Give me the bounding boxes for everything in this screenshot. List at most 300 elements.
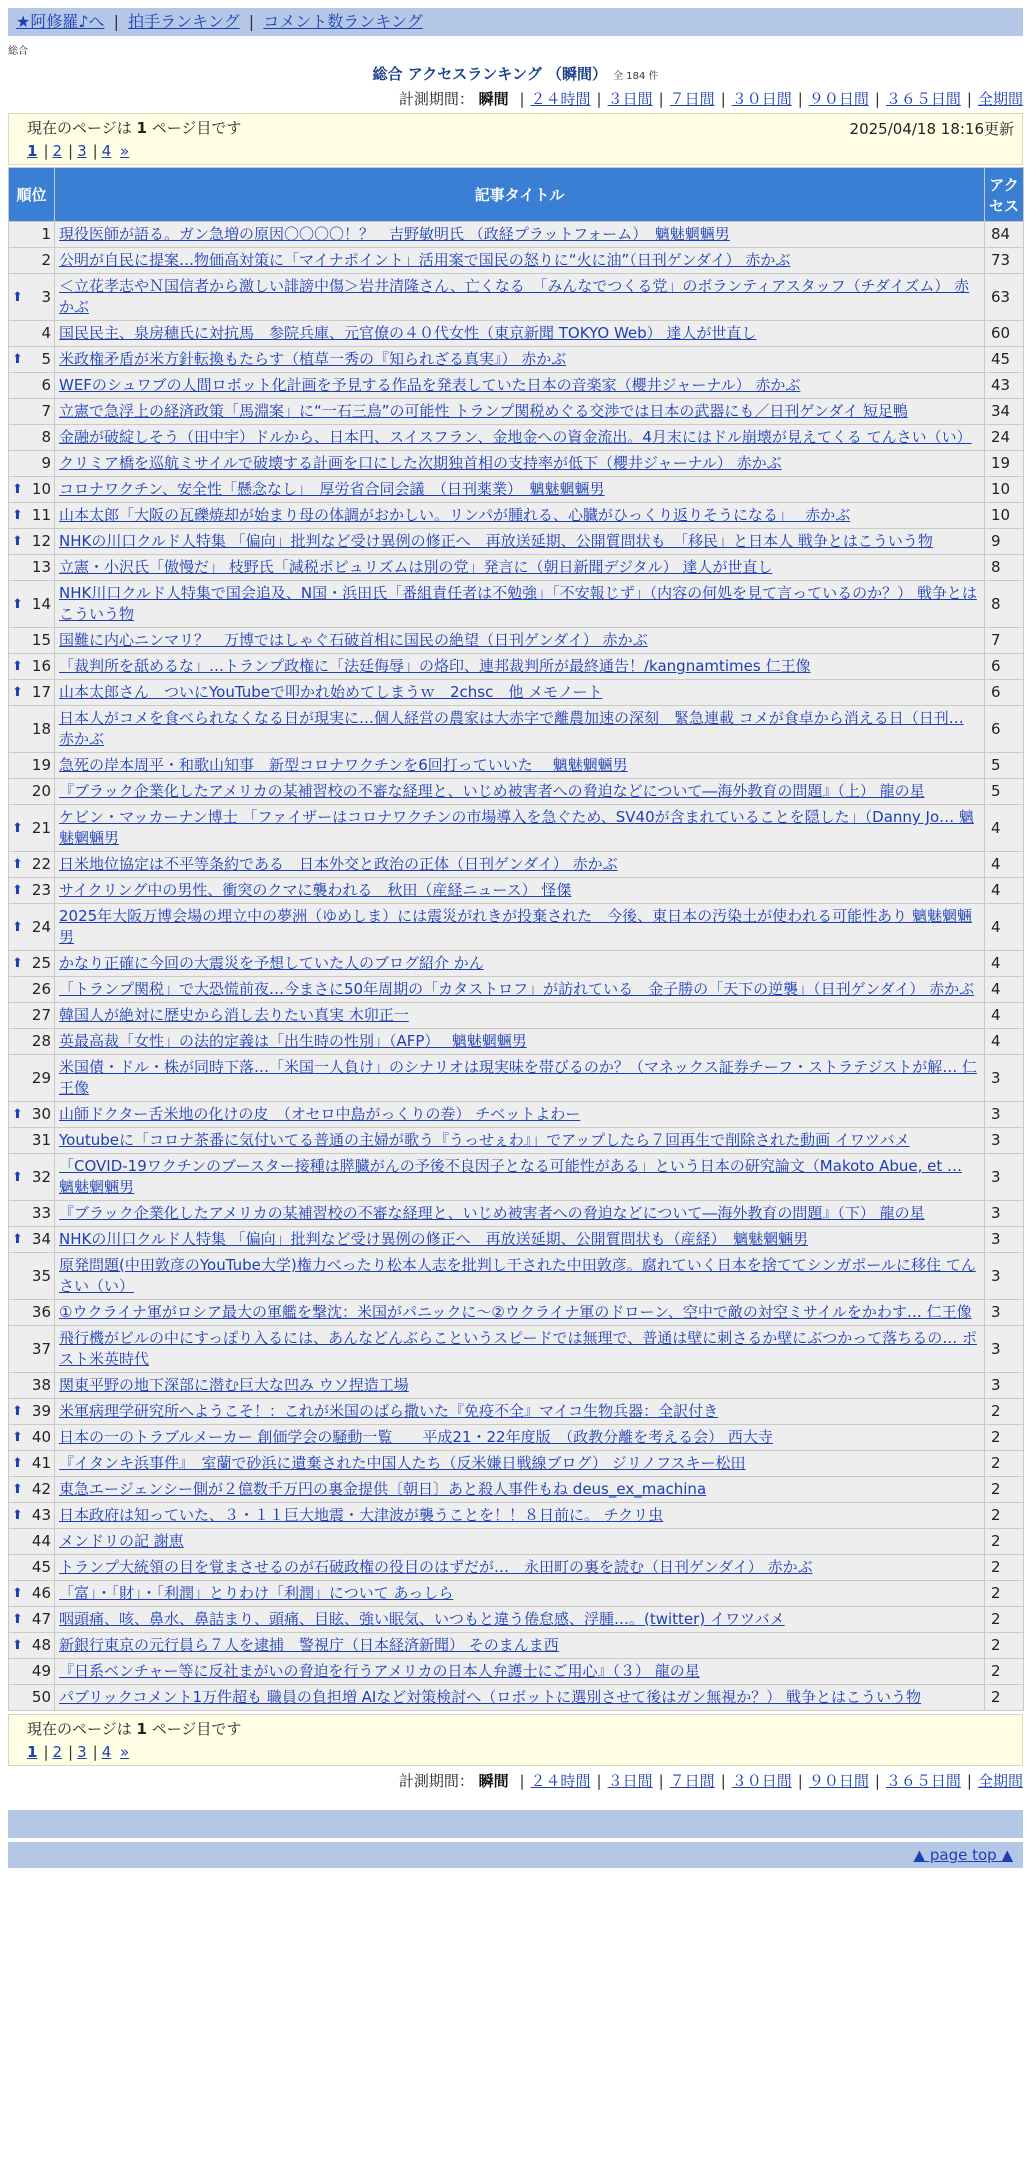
article-link[interactable]: 急死の岸本周平・和歌山知事 新型コロナワクチンを6回打っていいた 魑魅魍魎男 [59,756,628,774]
article-link[interactable]: サイクリング中の男性、衝突のクマに襲われる 秋田（産経ニュース） 怪傑 [59,881,572,899]
table-row [9,654,1024,680]
access-count: 2 [985,1581,1024,1607]
table-row [9,1201,1024,1227]
article-link[interactable]: NHKの川口クルド人特集 「偏向」批判など受け異例の修正へ 再放送延期、公開質問状も 「移民」と日本人 戦争とはこういう物 [59,532,933,550]
access-count: 4 [985,951,1024,977]
rank-number: 40 [31,1428,51,1446]
rank-cell [9,274,55,321]
updated-timestamp: 2025/04/18 18:16更新 [849,120,1014,138]
table-row [9,1659,1024,1685]
title-cell [55,1029,985,1055]
access-count: 7 [985,628,1024,654]
article-link[interactable]: 日本人がコメを食べられなくなる日が現実に…個人経営の農家は大赤字で離農加速の深刻 緊急連載 コメが食卓から消える日（日刊… 赤かぶ [59,709,964,748]
article-link[interactable]: 米軍病理学研究所へようこそ！：これが米国のばら撒いた『免疫不全』マイコ生物兵器：全訳付き [59,1402,719,1420]
access-count: 3 [985,1128,1024,1154]
access-count: 2 [985,1477,1024,1503]
rank-number: 36 [31,1303,51,1321]
access-count: 43 [985,373,1024,399]
access-count: 24 [985,425,1024,451]
rank-cell [9,1685,55,1711]
period-links [513,90,1023,108]
period-selector-top [8,88,1023,110]
title-cell [55,373,985,399]
rank-number: 10 [31,480,51,498]
rank-cell [9,222,55,248]
access-count: 5 [985,779,1024,805]
article-link[interactable]: クリミア橋を巡航ミサイルで破壊する計画を口にした次期独首相の支持率が低下（櫻井ジャーナル） 赤かぶ [59,454,782,472]
rank-cell [9,1201,55,1227]
title-cell [55,347,985,373]
rank-number: 37 [31,1339,51,1358]
title-cell [55,753,985,779]
rank-number: 39 [31,1402,51,1420]
title-cell [55,1227,985,1253]
article-link[interactable]: Youtubeに「コロナ茶番に気付いてる普通の主婦が歌う『うっせぇわ』」でアップしたら７回再生で削除された動画 イワツバメ [59,1131,910,1149]
title-cell [55,1253,985,1300]
rank-cell [9,1373,55,1399]
table-row [9,951,1024,977]
period-link[interactable]: ３０日間 [731,1772,792,1790]
top-nav [8,8,1023,36]
rank-number: 18 [31,719,51,738]
table-row [9,1685,1024,1711]
table-row [9,852,1024,878]
access-count: 45 [985,347,1024,373]
period-separator: | [596,90,602,108]
table-row [9,1555,1024,1581]
page-status-number: 1 [136,119,147,137]
title-cell [55,951,985,977]
rank-cell [9,555,55,581]
rank-up-arrow-icon: ⬆ [12,289,23,305]
period-separator: | [658,90,664,108]
pager-link[interactable]: 3 [77,142,87,160]
period-separator: | [720,1772,726,1790]
access-count: 3 [985,1154,1024,1201]
rank-cell [9,321,55,347]
title-cell [55,529,985,555]
article-link[interactable]: 国難に内心ニンマリ？ 万博ではしゃぐ石破首相に国民の絶望（日刊ゲンダイ） 赤かぶ [59,631,648,649]
rank-number: 34 [31,1230,51,1248]
access-count: 4 [985,852,1024,878]
period-current: 瞬間 [478,90,509,108]
pager-bottom [27,1741,1008,1763]
article-link[interactable]: 山師ドクター舌米地の化けの皮 （オセロ中島がっくりの巻） チベットよわー [59,1105,581,1123]
period-link[interactable]: 全期間 [977,1772,1023,1790]
period-separator: | [874,1772,880,1790]
rank-cell [9,373,55,399]
rank-up-arrow-icon: ⬆ [12,857,23,872]
period-label: 計測期間： [398,90,474,108]
article-link[interactable]: パブリックコメント1万件超も 職員の負担増 AIなど対策検討へ（ロボットに選別させて後はガン無視か？） 戦争とはこういう物 [59,1688,922,1706]
rank-number: 46 [31,1584,51,1602]
table-row [9,1399,1024,1425]
period-selector-bottom [8,1770,1023,1792]
rank-up-arrow-icon: ⬆ [12,1430,23,1445]
table-row [9,1029,1024,1055]
pager-separator: | [68,1743,74,1761]
access-count: 73 [985,248,1024,274]
access-count: 4 [985,904,1024,951]
article-link[interactable]: WEFのシュワブの人間ロボット化計画を予見する作品を発表していた日本の音楽家（櫻井ジャーナル） 赤かぶ [59,376,801,394]
rank-cell [9,878,55,904]
title-cell [55,1633,985,1659]
table-row [9,399,1024,425]
title-cell [55,779,985,805]
table-row [9,1326,1024,1373]
rank-number: 13 [31,558,51,576]
article-link[interactable]: 英最高裁「女性」の法的定義は「出生時の性別」（AFP） 魑魅魍魎男 [59,1032,527,1050]
article-link[interactable]: 日米地位協定は不平等条約である 日本外交と政治の正体（日刊ゲンダイ） 赤かぶ [59,855,618,873]
article-link[interactable]: 米政権矛盾が米方針転換もたらす（植草一秀の『知られざる真実』） 赤かぶ [59,350,567,368]
title-cell [55,274,985,321]
rank-number: 33 [31,1204,51,1222]
article-link[interactable]: 『イタンキ浜事件』 室蘭で砂浜に遺棄された中国人たち（反米嫌日戦線ブログ） ジリノフスキー松田 [59,1454,746,1472]
rank-number: 21 [31,818,51,837]
table-row [9,1128,1024,1154]
access-count: 2 [985,1555,1024,1581]
article-link[interactable]: ＜立花孝志やＮ国信者から激しい誹謗中傷＞岩井清隆さん、亡くなる 「みんなでつくる党」のボランティアスタッフ（チダイズム） 赤かぶ [59,277,970,316]
title-cell [55,1555,985,1581]
rank-number: 27 [31,1006,51,1024]
rank-number: 45 [31,1558,51,1576]
period-separator: | [720,90,726,108]
access-count: 4 [985,805,1024,852]
article-link[interactable]: 日本の一のトラブルメーカー 創価学会の騒動一覧 平成21・22年度版 （政教分離を考える会） 西大寺 [59,1428,773,1446]
title-cell [55,248,985,274]
rank-cell [9,1300,55,1326]
rank-number: 31 [31,1131,51,1149]
period-separator: | [874,90,880,108]
rank-number: 38 [31,1376,51,1394]
rank-number: 48 [31,1636,51,1654]
rank-number: 4 [41,324,51,342]
category-tag: 総合 [8,46,28,57]
article-link[interactable]: かなり正確に今回の大震災を予想していた人のブログ紹介 かん [59,954,484,972]
rank-up-arrow-icon: ⬆ [12,883,23,898]
rank-number: 9 [41,454,51,472]
pager-separator: | [68,142,74,160]
access-count: 3 [985,1326,1024,1373]
table-row [9,1373,1024,1399]
footer-pagetop-bar [8,1842,1023,1868]
rank-number: 30 [31,1105,51,1123]
article-link[interactable]: コロナワクチン、安全性「懸念なし」 厚労省合同会議 （日刊薬業） 魑魅魍魎男 [59,480,605,498]
table-row [9,1607,1024,1633]
article-link[interactable]: トランプ大統領の目を覚まさせるのが石破政権の役目のはずだが… 永田町の裏を読む（日刊ゲンダイ） 赤かぶ [59,1558,813,1576]
table-row [9,753,1024,779]
article-link[interactable]: 『ブラック企業化したアメリカの某補習校の不審な経理と、いじめ被害者への脅迫などについて―海外教育の問題』（上） 龍の星 [59,782,925,800]
rank-up-arrow-icon: ⬆ [12,685,23,700]
article-link[interactable]: 東急エージェンシー側が２億数千万円の裏金提供〔朝日〕あと殺人事件もね deus_ex_machina [59,1480,707,1498]
title-cell [55,1399,985,1425]
rank-number: 25 [31,954,51,972]
article-link[interactable]: 国民民主、泉房穂氏に対抗馬 参院兵庫、元官僚の４０代女性（東京新聞 TOKYO Web） 達人が世直し [59,324,757,342]
access-count: 2 [985,1659,1024,1685]
header-title: 記事タイトル [55,168,985,222]
period-link[interactable]: ９０日間 [808,1772,869,1790]
title-cell [55,1102,985,1128]
period-link[interactable]: ２４時間 [530,1772,591,1790]
period-link[interactable]: ７日間 [669,90,715,108]
title-cell [55,1003,985,1029]
table-row [9,1227,1024,1253]
rank-cell [9,1128,55,1154]
table-row [9,977,1024,1003]
nav-separator: | [248,12,255,31]
title-cell [55,1529,985,1555]
rank-cell [9,503,55,529]
period-link[interactable]: ７日間 [669,1772,715,1790]
access-count: 60 [985,321,1024,347]
title-cell [55,680,985,706]
rank-up-arrow-icon: ⬆ [12,596,23,612]
rank-up-arrow-icon: ⬆ [12,1404,23,1419]
article-link[interactable]: 山本太郎さん ついにYouTubeで叩かれ始めてしまうｗ 2chsc 他 メモノート [59,683,603,701]
article-link[interactable]: NHKの川口クルド人特集 「偏向」批判など受け異例の修正へ 再放送延期、公開質問状も（産経） 魑魅魍魎男 [59,1230,809,1248]
rank-cell [9,654,55,680]
table-row [9,274,1024,321]
rank-number: 29 [31,1068,51,1087]
table-row [9,451,1024,477]
rank-number: 35 [31,1266,51,1285]
period-link[interactable]: 全期間 [977,90,1023,108]
period-links [513,1772,1023,1790]
rank-cell [9,1399,55,1425]
rank-cell [9,1477,55,1503]
article-link[interactable]: 2025年大阪万博会場の埋立中の夢洲（ゆめしま）には震災がれきが投棄された 今後、東日本の汚染土が使われる可能性あり 魑魅魍魎男 [59,907,972,946]
article-link[interactable]: 日本政府は知っていた、３・１１巨大地震・大津波が襲うことを！！８日前に。 チクリ虫 [59,1506,664,1524]
rank-cell [9,1102,55,1128]
access-count: 3 [985,1300,1024,1326]
table-row [9,680,1024,706]
rank-number: 8 [41,428,51,446]
table-row [9,373,1024,399]
rank-up-arrow-icon: ⬆ [12,659,23,674]
article-link[interactable]: ケビン・マッカーナン博士 「ファイザーはコロナワクチンの市場導入を急ぐため、SV40が含まれていることを隠した」（Danny Jo… 魑魅魍魎男 [59,808,974,847]
title-cell [55,852,985,878]
article-link[interactable]: 『ブラック企業化したアメリカの某補習校の不審な経理と、いじめ被害者への脅迫などについて―海外教育の問題』（下） 龍の星 [59,1204,925,1222]
rank-cell [9,852,55,878]
table-row [9,425,1024,451]
rank-up-arrow-icon: ⬆ [12,482,23,497]
article-link[interactable]: 山本太郎「大阪の瓦礫焼却が始まり母の体調がおかしい。リンパが腫れる、心臓がひっくり返りそうになる」 赤かぶ [59,506,851,524]
pager-separator: | [43,142,49,160]
period-link[interactable]: ９０日間 [808,90,869,108]
access-count: 6 [985,680,1024,706]
ranking-body [9,222,1024,1711]
table-row [9,1425,1024,1451]
title-cell [55,477,985,503]
clap-ranking-link[interactable]: 拍手ランキング [128,12,240,31]
rank-number: 28 [31,1032,51,1050]
pager-link[interactable]: 4 [101,142,112,160]
pager-separator: | [43,1743,49,1761]
article-link[interactable]: 韓国人が絶対に歴史から消し去りたい真実 木卯正一 [59,1006,409,1024]
rank-number: 6 [41,376,51,394]
title-cell [55,654,985,680]
rank-up-arrow-icon: ⬆ [12,820,23,836]
table-row [9,1055,1024,1102]
access-count: 3 [985,1102,1024,1128]
article-link[interactable]: 公明が自民に提案…物価高対策に「マイナポイント」活用案で国民の怒りに“火に油”（日刊ゲンダイ） 赤かぶ [59,251,791,269]
pager-current[interactable]: 1 [27,142,38,160]
table-row [9,904,1024,951]
page-status-number: 1 [136,1720,147,1738]
table-row [9,347,1024,373]
page-status-prefix: 現在のページは [27,119,132,137]
rank-up-arrow-icon: ⬆ [12,1456,23,1471]
access-count: 3 [985,1201,1024,1227]
access-count: 2 [985,1633,1024,1659]
rank-number: 2 [41,251,51,269]
article-link[interactable]: 立憲で急浮上の経済政策「馬淵案」に“一石三鳥”の可能性 トランプ関税めぐる交渉では日本の武器にも／日刊ゲンダイ 短足鴨 [59,402,908,420]
rank-up-arrow-icon: ⬆ [12,1107,23,1122]
article-link[interactable]: 新銀行東京の元行員ら７人を逮捕 警視庁（日本経済新聞） そのまんま西 [59,1636,559,1654]
page-top-link[interactable]: ▲ page top ▲ [913,1846,1013,1864]
article-link[interactable]: NHK川口クルド人特集で国会追及、N国・浜田氏「番組責任者は不勉強」「不安報じず」（内容の何処を見て言っているのか？） 戦争とはこういう物 [59,584,977,623]
access-count: 2 [985,1503,1024,1529]
access-count: 63 [985,274,1024,321]
pager-link[interactable]: 3 [77,1743,87,1761]
period-label: 計測期間： [398,1772,474,1790]
article-link[interactable]: 原発問題(中田敦彦のYouTube大学)権力べったり松本人志を批判し干された中田敦彦。腐れていく日本を捨ててシンガポールに移住 てんさい（い） [59,1256,976,1295]
access-count: 6 [985,654,1024,680]
title-cell [55,1326,985,1373]
pager-current[interactable]: 1 [27,1743,38,1761]
rank-number: 11 [31,506,51,524]
period-link[interactable]: ３０日間 [731,90,792,108]
table-row [9,628,1024,654]
rank-number: 44 [31,1532,51,1550]
access-count: 2 [985,1399,1024,1425]
article-link[interactable]: ①ウクライナ軍がロシア最大の軍艦を撃沈：米国がパニックに～②ウクライナ軍のドローン、空中で敵の対空ミサイルをかわす… 仁王像 [59,1303,972,1321]
rank-cell [9,581,55,628]
rank-number: 23 [31,881,51,899]
rank-cell [9,1154,55,1201]
table-row [9,222,1024,248]
rank-cell [9,1581,55,1607]
title-cell [55,977,985,1003]
article-link[interactable]: 現役医師が語る。ガン急増の原因〇〇〇〇！？ 吉野敏明氏 （政経プラットフォーム） 魑魅魍魎男 [59,225,730,243]
page-info-top [8,113,1023,165]
table-row [9,555,1024,581]
article-link[interactable]: 「COVID-19ワクチンのブースター接種は膵臓がんの予後不良因子となる可能性がある」という日本の研究論文（Makoto Abue, et … 魑魅魍魎男 [59,1157,963,1196]
rank-number: 32 [31,1167,51,1186]
table-row [9,1154,1024,1201]
period-link[interactable]: ３日間 [607,90,653,108]
table-row [9,878,1024,904]
title-cell [55,1201,985,1227]
access-count: 2 [985,1685,1024,1711]
table-row [9,1477,1024,1503]
article-link[interactable]: 金融が破綻しそう（田中宇）ドルから、日本円、スイスフラン、金地金への資金流出。4月末にはドル崩壊が見えてくる てんさい（い） [59,428,972,446]
page-status [27,1717,1008,1741]
access-count: 2 [985,1529,1024,1555]
table-row [9,1529,1024,1555]
title-cell [55,1373,985,1399]
title-cell [55,222,985,248]
title-cell [55,878,985,904]
table-row [9,1003,1024,1029]
pager-next[interactable]: » [120,1743,130,1761]
rank-number: 1 [41,225,51,243]
article-link[interactable]: 『日系ベンチャー等に反社まがいの脅迫を行うアメリカの日本人弁護士にご用心』（３） 龍の星 [59,1662,700,1680]
period-current: 瞬間 [478,1772,509,1790]
rank-up-arrow-icon: ⬆ [12,956,23,971]
title-cell [55,1055,985,1102]
article-link[interactable]: 米国債・ドル・株が同時下落…「米国一人負け」のシナリオは現実味を帯びるのか？（マネックス証券チーフ・ストラテジストが解… 仁王像 [59,1058,977,1097]
period-link[interactable]: ３６５日間 [885,90,961,108]
rank-number: 5 [41,350,51,368]
access-count: 5 [985,753,1024,779]
page-status-suffix: ページ目です [151,1720,242,1738]
article-link[interactable]: 「トランプ関税」で大恐慌前夜…今まさに50年周期の「カタストロフ」が訪れている 金子勝の「天下の逆襲」（日刊ゲンダイ） 赤かぶ [59,980,975,998]
period-link[interactable]: ２４時間 [530,90,591,108]
period-separator: | [519,1772,525,1790]
article-link[interactable]: 立憲・小沢氏「傲慢だ」 枝野氏「減税ポピュリズムは別の党」発言に（朝日新聞デジタル） 達人が世直し [59,558,773,576]
access-count: 8 [985,555,1024,581]
article-link[interactable]: 関東平野の地下深部に潜む巨大な凹み ウソ捏造工場 [59,1376,409,1394]
rank-up-arrow-icon: ⬆ [12,1612,23,1627]
article-link[interactable]: 「裁判所を舐めるな」…トランプ政権に「法廷侮辱」の烙印、連邦裁判所が最終通告！/kangnamtimes 仁王像 [59,657,811,675]
rank-number: 16 [31,657,51,675]
page-title-text: 総合 アクセスランキング （瞬間） [372,65,608,83]
rank-up-arrow-icon: ⬆ [12,1638,23,1653]
period-link[interactable]: ３日間 [607,1772,653,1790]
rank-number: 19 [31,756,51,774]
page-status-prefix: 現在のページは [27,1720,132,1738]
access-count: 2 [985,1607,1024,1633]
article-link[interactable]: 「富」・「財」・「利潤」とりわけ「利潤」について あっしら [59,1584,454,1602]
period-link[interactable]: ３６５日間 [885,1772,961,1790]
rank-cell [9,904,55,951]
pager-link[interactable]: 4 [101,1743,112,1761]
comment-ranking-link[interactable]: コメント数ランキング [263,12,423,31]
title-cell [55,503,985,529]
rank-number: 12 [31,532,51,550]
access-count: 19 [985,451,1024,477]
pager-next[interactable]: » [120,142,130,160]
pager-link[interactable]: 2 [52,142,63,160]
rank-cell [9,779,55,805]
access-count: 3 [985,1227,1024,1253]
rank-cell [9,248,55,274]
title-cell [55,555,985,581]
article-link[interactable]: 咽頭痛、咳、鼻水、鼻詰まり、頭痛、目眩、強い眠気、いつもと違う倦怠感、浮腫…。(twitter) イワツバメ [59,1610,785,1628]
access-count: 4 [985,977,1024,1003]
pager-link[interactable]: 2 [52,1743,63,1761]
article-link[interactable]: メンドリの記 謝恵 [59,1532,184,1550]
access-count: 2 [985,1451,1024,1477]
rank-number: 17 [31,683,51,701]
access-count: 4 [985,878,1024,904]
rank-number: 3 [41,287,51,306]
article-link[interactable]: 飛行機がビルの中にすっぽり入るには、あんなどんぶらこというスピードでは無理で、普通は壁に刺さるか壁にぶつかって落ちるの… ポスト米英時代 [59,1329,977,1368]
home-link[interactable]: ★阿修羅♪へ [16,12,105,31]
period-separator: | [658,1772,664,1790]
rank-cell [9,1003,55,1029]
rank-up-arrow-icon: ⬆ [12,534,23,549]
access-count: 3 [985,1373,1024,1399]
rank-cell [9,529,55,555]
title-cell [55,321,985,347]
rank-cell [9,1326,55,1373]
page-title [0,64,1031,84]
period-separator: | [966,90,972,108]
rank-cell [9,1503,55,1529]
rank-up-arrow-icon: ⬆ [12,1232,23,1247]
